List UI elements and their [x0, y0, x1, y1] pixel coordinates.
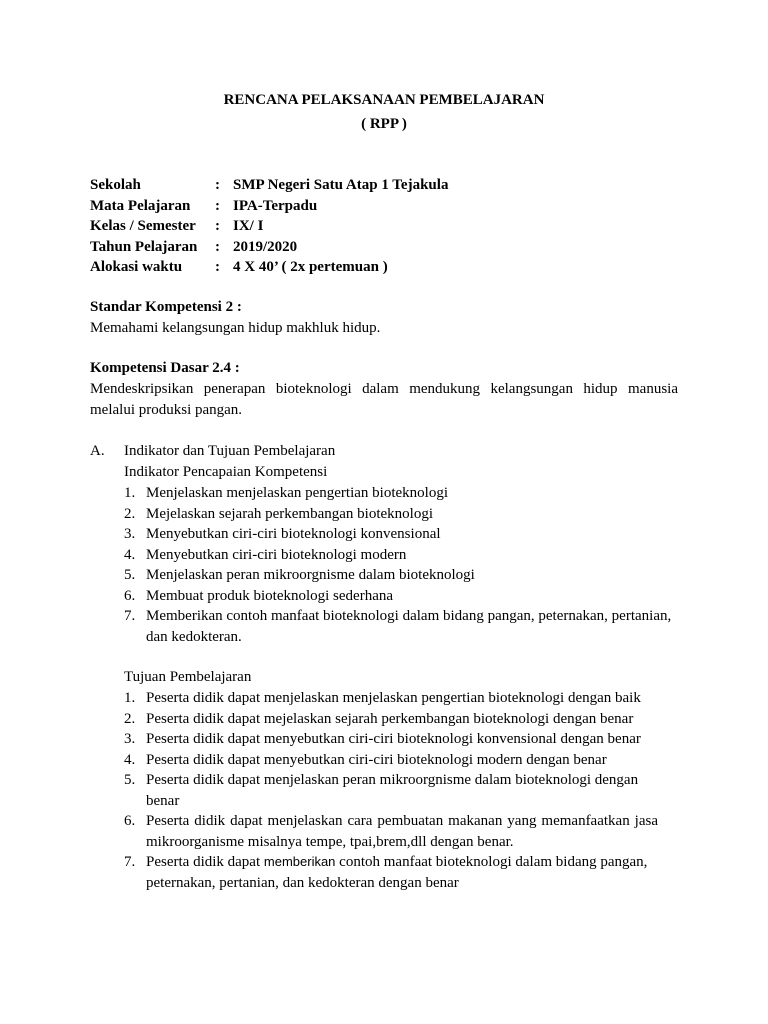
standar-kompetensi-text: Memahami kelangsungan hidup makhluk hidup. [90, 320, 381, 336]
list-number: 4. [124, 751, 136, 768]
list-number: 2. [124, 505, 136, 522]
list-text: Menjelaskan menjelaskan pengertian bioteknologi [146, 485, 448, 501]
list-text: Peserta didik dapat menjelaskan peran mikroorgnisme dalam bioteknologi dengan benar [146, 772, 639, 809]
list-text-post: contoh manfaat bioteknologi dalam bidang pangan, peternakan, pertanian, dan kedokteran dengan benar [146, 854, 648, 891]
list-number: 2. [124, 710, 136, 727]
identity-table [90, 175, 448, 278]
identity-row [90, 175, 448, 196]
list-text: Mejelaskan sejarah perkembangan bioteknologi [146, 505, 433, 522]
list-number: 5. [124, 567, 136, 583]
section-a-marker: A. [90, 443, 105, 459]
list-number: 7. [124, 854, 136, 870]
identity-colon: : [215, 259, 220, 275]
list-item [124, 524, 684, 545]
list-number: 6. [124, 587, 136, 604]
list-item [124, 606, 684, 647]
document-subtitle: ( RPP ) [361, 116, 407, 132]
list-item [124, 586, 684, 607]
list-item [124, 709, 684, 730]
list-text: Menyebutkan ciri-ciri bioteknologi modern [146, 546, 407, 563]
identity-value: IPA-Terpadu [233, 197, 318, 214]
list-item [124, 811, 684, 852]
list-number: 1. [124, 485, 136, 501]
list-item [124, 852, 684, 893]
list-number: 3. [124, 731, 136, 747]
list-text: Menyebutkan ciri-ciri bioteknologi konvensional [146, 526, 441, 542]
identity-value: IX/ I [233, 218, 264, 234]
list-item [124, 545, 684, 566]
list-text: Menjelaskan peran mikroorgnisme dalam bioteknologi [146, 567, 475, 583]
list-item [124, 750, 684, 771]
identity-colon: : [215, 218, 220, 234]
list-item [124, 565, 684, 586]
indikator-heading: Indikator Pencapaian Kompetensi [124, 464, 328, 480]
list-item [124, 688, 684, 709]
identity-row [90, 216, 448, 237]
document-title: RENCANA PELAKSANAAN PEMBELAJARAN [223, 92, 545, 108]
list-text-word: memberikan [263, 854, 336, 869]
identity-label: Sekolah [90, 177, 141, 193]
list-text: Peserta didik dapat mejelaskan sejarah perkembangan bioteknologi dengan benar [146, 710, 634, 727]
list-item [124, 770, 684, 811]
identity-colon: : [215, 238, 220, 255]
identity-label: Tahun Pelajaran [90, 238, 198, 255]
list-text: Peserta didik dapat menjelaskan cara pembuatan makanan yang memanfaatkan jasa mikroorganisme misalnya tempe, tpai,brem,dll dengan benar. [146, 813, 658, 850]
standar-kompetensi-heading: Standar Kompetensi 2 : [90, 299, 242, 315]
identity-label: Alokasi waktu [90, 259, 183, 275]
identity-row [90, 237, 448, 258]
list-item [124, 483, 684, 504]
indikator-list [124, 483, 684, 647]
identity-value: SMP Negeri Satu Atap 1 Tejakula [233, 177, 449, 193]
tujuan-heading: Tujuan Pembelajaran [124, 669, 252, 685]
identity-colon: : [215, 177, 220, 193]
list-item [124, 729, 684, 750]
kompetensi-dasar-heading: Kompetensi Dasar 2.4 : [90, 360, 240, 376]
section-a-heading: Indikator dan Tujuan Pembelajaran [124, 443, 336, 459]
list-number: 3. [124, 526, 136, 542]
list-number: 5. [124, 772, 136, 788]
tujuan-list [124, 688, 684, 893]
list-text: Peserta didik dapat menjelaskan menjelaskan pengertian bioteknologi dengan baik [146, 690, 641, 706]
list-number: 7. [124, 608, 136, 624]
list-text: Memberikan contoh manfaat bioteknologi dalam bidang pangan, peternakan, pertanian, dan kedokteran. [146, 608, 672, 645]
list-text: Peserta didik dapat menyebutkan ciri-ciri bioteknologi konvensional dengan benar [146, 731, 641, 747]
identity-label: Kelas / Semester [90, 218, 196, 234]
identity-colon: : [215, 197, 220, 214]
kompetensi-dasar-text: Mendeskripsikan penerapan bioteknologi dalam mendukung kelangsungan hidup manusia melalui produksi pangan. [90, 381, 678, 418]
identity-value: 2019/2020 [233, 238, 298, 255]
list-text-pre: Peserta didik dapat [146, 854, 264, 870]
list-text: Membuat produk bioteknologi sederhana [146, 587, 394, 604]
list-number: 1. [124, 690, 136, 706]
list-text [146, 852, 658, 893]
list-item [124, 504, 684, 525]
identity-label: Mata Pelajaran [90, 197, 191, 214]
identity-row [90, 196, 448, 217]
list-number: 6. [124, 813, 136, 829]
identity-row [90, 257, 448, 278]
identity-value: 4 X 40’ ( 2x pertemuan ) [233, 259, 388, 275]
list-number: 4. [124, 546, 136, 563]
list-text: Peserta didik dapat menyebutkan ciri-ciri bioteknologi modern dengan benar [146, 751, 607, 768]
